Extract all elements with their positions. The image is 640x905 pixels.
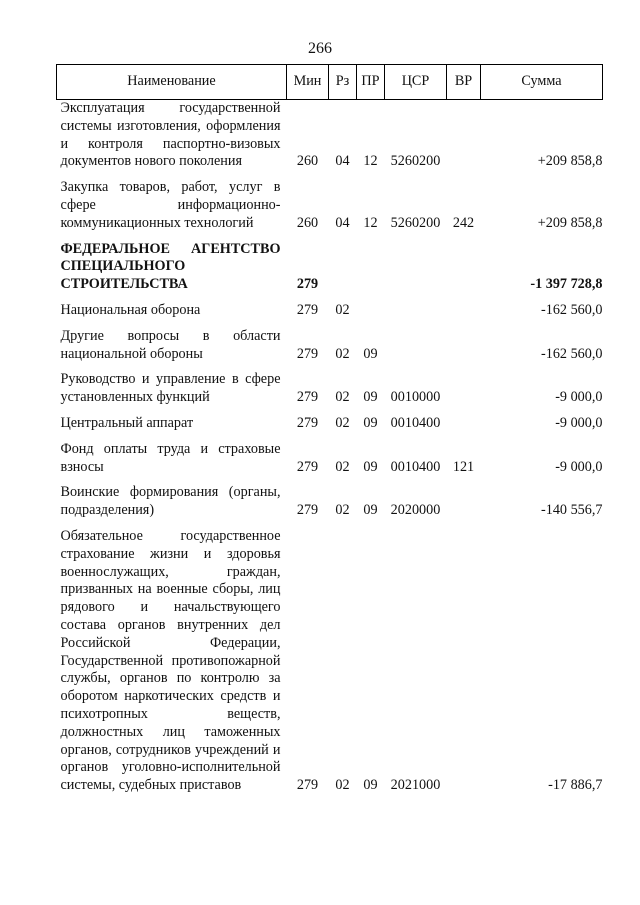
row-vr: 121 [452,458,475,475]
spacer-cell [57,363,603,371]
page-number: 266 [308,40,332,57]
table-body [57,100,603,795]
table-row [57,179,603,232]
header-vr: ВР [447,65,481,100]
row-csr: 5260200 [390,153,441,170]
row-rz: 02 [335,389,350,406]
row-spacer [57,476,603,484]
table-row [57,484,603,520]
row-vr: 242 [452,214,475,231]
row-sum: -1 397 728,8 [530,276,603,293]
row-name: Обязательное государственное страхование жизни и здоровья военнослужащих, граждан, призванных на военные сборы, лиц рядового и начальствующего состава органов внутренних дел Российской Федерации, Государственной противопожарной службы, органов по контролю за оборотом наркотических средств и психотропных веществ, должностных лиц таможенных органов, сотрудников учреждений и органов уголовно-исполнительной системы, судебных приставов [60,527,281,794]
row-pr: 09 [363,458,378,475]
row-rz: 02 [335,414,350,431]
row-name: Фонд оплаты труда и страховые взносы [60,440,281,475]
table-row [57,302,603,320]
row-pr: 12 [363,214,378,231]
row-pr: 09 [363,777,378,794]
spacer-cell [57,320,603,328]
row-sum: -162 560,0 [541,301,603,318]
row-sum: -17 886,7 [548,777,603,794]
row-rz: 02 [335,502,350,519]
row-rz: 04 [335,153,350,170]
row-min: 279 [296,502,319,519]
row-csr: 0010400 [390,414,441,431]
row-vr [447,100,481,172]
row-rz: 02 [335,777,350,794]
row-pr: 09 [363,414,378,431]
row-rz: 02 [335,345,350,362]
row-sum: -140 556,7 [541,502,603,519]
row-name: ФЕДЕРАЛЬНОЕ АГЕНТСТВО СПЕЦИАЛЬНОГО СТРОИТЕЛЬСТВА [60,240,281,293]
row-name: Другие вопросы в области национальной обороны [60,327,281,362]
row-sum: +209 858,8 [537,153,603,170]
row-name: Воинские формирования (органы, подразделения) [60,484,281,519]
header-pr: ПР [357,65,385,100]
row-pr: 12 [363,153,378,170]
header-rz: Рз [329,65,357,100]
row-vr [447,328,481,364]
row-spacer [57,520,603,528]
row-sum: -9 000,0 [555,458,603,475]
budget-table [56,64,603,795]
row-min: 279 [296,276,319,293]
row-csr: 0010400 [390,458,441,475]
row-csr [385,328,447,364]
row-name: Закупка товаров, работ, услуг в сфере информационно-коммуникационных технологий [60,179,281,231]
table-row [57,528,603,795]
row-sum: -162 560,0 [541,345,603,362]
row-rz: 04 [335,214,350,231]
row-pr: 09 [363,345,378,362]
row-spacer [57,320,603,328]
spacer-cell [57,433,603,441]
row-csr: 2021000 [390,777,441,794]
header-name: Наименование [57,65,287,100]
row-name: Руководство и управление в сфере установленных функций [60,371,281,406]
row-pr [357,302,385,320]
row-spacer [57,171,603,179]
row-csr [385,241,447,294]
row-pr: 09 [363,502,378,519]
row-min: 279 [296,301,319,318]
row-rz: 02 [335,301,350,318]
table-row [57,371,603,407]
row-spacer [57,363,603,371]
row-rz [329,241,357,294]
table-row [57,328,603,364]
header-sum: Сумма [481,65,603,100]
header-csr: ЦСР [385,65,447,100]
table-row [57,415,603,433]
row-name: Национальная оборона [60,301,201,318]
table-row [57,241,603,294]
row-min: 279 [296,458,319,475]
row-vr [447,415,481,433]
row-vr [447,371,481,407]
row-sum: -9 000,0 [555,389,603,406]
table-row [57,100,603,172]
header-min: Мин [287,65,329,100]
row-min: 279 [296,414,319,431]
row-vr [447,302,481,320]
spacer-cell [57,233,603,241]
row-vr [447,484,481,520]
row-sum: +209 858,8 [537,214,603,231]
spacer-cell [57,171,603,179]
row-csr [385,302,447,320]
row-min: 260 [296,153,319,170]
row-csr: 0010000 [390,389,441,406]
row-spacer [57,407,603,415]
spacer-cell [57,294,603,302]
row-pr [357,241,385,294]
spacer-cell [57,476,603,484]
row-spacer [57,433,603,441]
row-pr: 09 [363,389,378,406]
row-min: 260 [296,214,319,231]
row-min: 279 [296,777,319,794]
row-spacer [57,294,603,302]
row-vr [447,528,481,795]
table-row [57,441,603,477]
row-name: Эксплуатация государственной системы изготовления, оформления и контроля паспортно-визовых документов нового поколения [60,100,281,170]
row-rz: 02 [335,458,350,475]
row-csr: 2020000 [390,502,441,519]
row-spacer [57,233,603,241]
row-csr: 5260200 [390,214,441,231]
row-min: 279 [296,389,319,406]
spacer-cell [57,520,603,528]
row-sum: -9 000,0 [555,414,603,431]
spacer-cell [57,407,603,415]
row-min: 279 [296,345,319,362]
table-header [57,65,603,100]
row-name: Центральный аппарат [60,414,194,431]
row-vr [447,241,481,294]
